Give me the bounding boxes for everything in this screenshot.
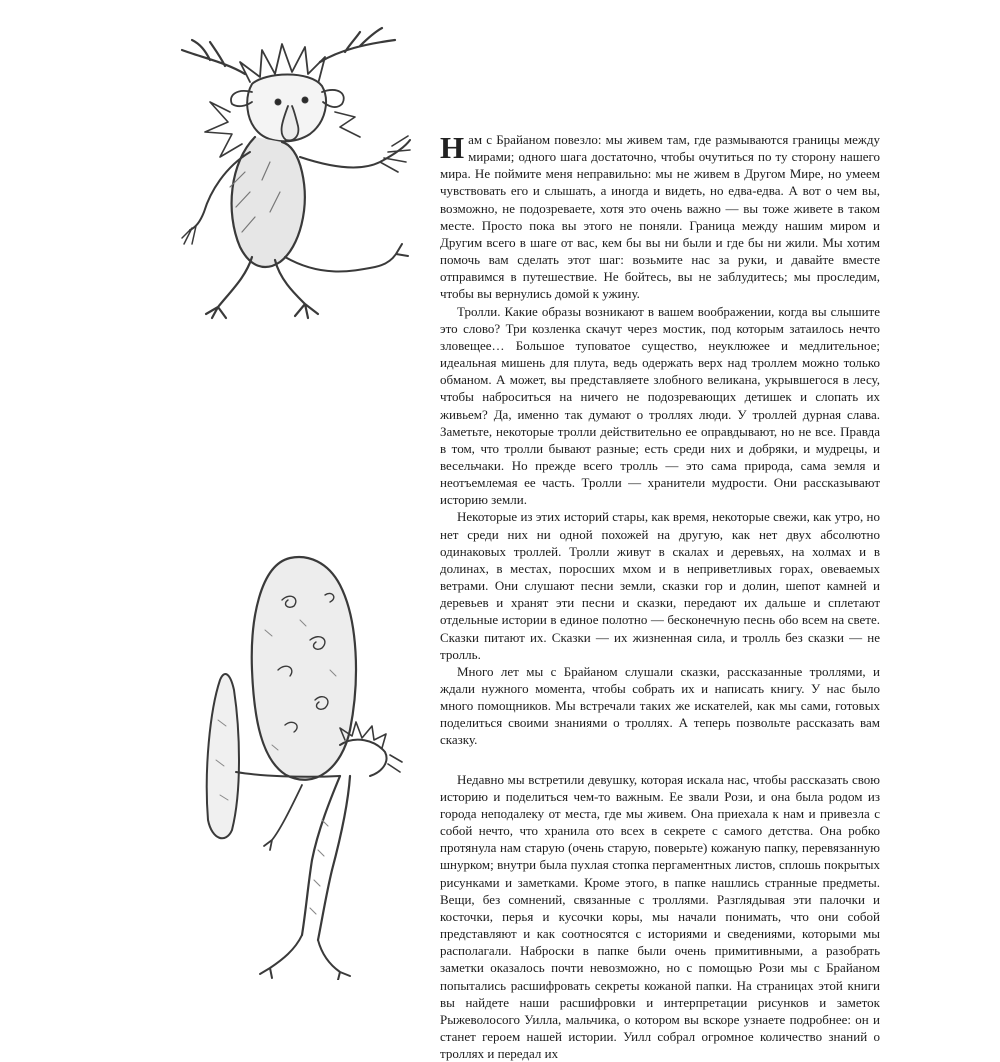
paragraph-rosie: Недавно мы встретили девушку, которая искала нас, чтобы рассказать свою историю и поделиться чем-то важным. Ее звали Рози, и она была родом из города неподалеку от места, где мы живем. Она приехала к нам и привезла с собой нечто, что хранила ото всех в секрете с самого детства. Она робко протянула нам старую (очень старую, поверьте) кожаную папку, перевязанную шнурком; внутри была пухлая стопка пергаментных листов, сплошь покрытых рисунками и заметками. Кроме этого, в папке нашлись странные предметы. Вещи, без сомнений, связанные с троллями. Разглядывая эти палочки и косточки, перья и кусочки коры, мы начали понимать, что они собой представляют и как соотносятся с историями и сведениями, которыми мы располагали. Наброски в папке были очень примитивными, а разобрать заметки оказалось почти невозможно, но с помощью Рози мы с Брайаном попытались расшифровать секреты кожаной папки. На страницах этой книги вы найдете наши расшифровки и интерпретации рисунков и заметок Рыжеволосого Уилла, мальчика, о котором вы вскоре узнаете подробнее: он и станет героем нашей истории. Уилл собрал огромное количество знаний о троллях и передал их (440, 771, 880, 1062)
troll-sketch-top (170, 22, 420, 327)
paragraph-years: Много лет мы с Брайаном слушали сказки, рассказанные троллями, и ждали нужного момента, чтобы собрать их и написать книгу. У нас было много помощников. Мы встречали таких же искателей, как мы сами, готовых поделиться своими знаниями о троллях. А теперь позвольте рассказать вам сказку. (440, 663, 880, 748)
paragraph-intro-text: ам с Брайаном повезло: мы живем там, где размываются границы между мирами; одного шага достаточно, чтобы очутиться по ту сторону нашего мира. Не поймите меня неправильно: мы не живем в Другом Мире, но умеем чувствовать его и слышать, а иногда и видеть, но едва-едва. А вот о чем вы, возможно, не подозреваете, хотя это очень важно — вы тоже живете в таком месте. Просто пока вы этого не поняли. Граница между нашим миром и Другим всего в шаге от вас, кем бы вы ни были и где бы ни жили. Мы хотим помочь вам сделать этот шаг: возьмите нас за руки, и давайте вместе отправимся в путешествие. Не бойтесь, вы не заблудитесь; мы проследим, чтобы вы вернулись домой к ужину. (440, 132, 880, 302)
troll-sketch-bottom (190, 540, 405, 980)
article-body (440, 131, 880, 1062)
drop-cap: Н (440, 130, 465, 165)
paragraph-trolls: Тролли. Какие образы возникают в вашем воображении, когда вы слышите это слово? Три козленка скачут через мостик, под которым затаилось нечто зловещее… Большое туповатое существо, неуклюжее и медлительное; идеальная мишень для плута, ведь одержать верх над троллем можно только обманом. А может, вы представляете злобного великана, укрывшегося в лесу, чтобы наброситься на ничего не подозревающих детишек и слопать их живьем? Да, именно так думают о троллях люди. У троллей дурная слава. Заметьте, некоторые тролли действительно ее оправдывают, но не все. Правда в том, что тролли бывают разные; есть среди них и добряки, и мудрецы, и весельчаки. Но прежде всего тролль — это сама природа, сама земля и неотъемлемая ее часть. Тролли — хранители мудрости. Они рассказывают историю земли. (440, 303, 880, 508)
paragraph-intro (440, 131, 880, 303)
paragraph-stories: Некоторые из этих историй стары, как время, некоторые свежи, как утро, но нет среди них ни одной похожей на другую, как нет двух абсолютно одинаковых троллей. Тролли живут в скалах и деревьях, на холмах и в долинах, в местах, поросших мхом и в неприветливых горах, овеваемых ветрами. Они слушают песни земли, сказки гор и долин, шепот камней и деревьев и хранят эти песни и сказки, передают их дальше и сплетают отдельные истории в единое полотно — бесконечную песнь обо всем на свете. Сказки питают их. Сказки — их жизненная сила, и тролль без сказки — не тролль. (440, 509, 880, 662)
